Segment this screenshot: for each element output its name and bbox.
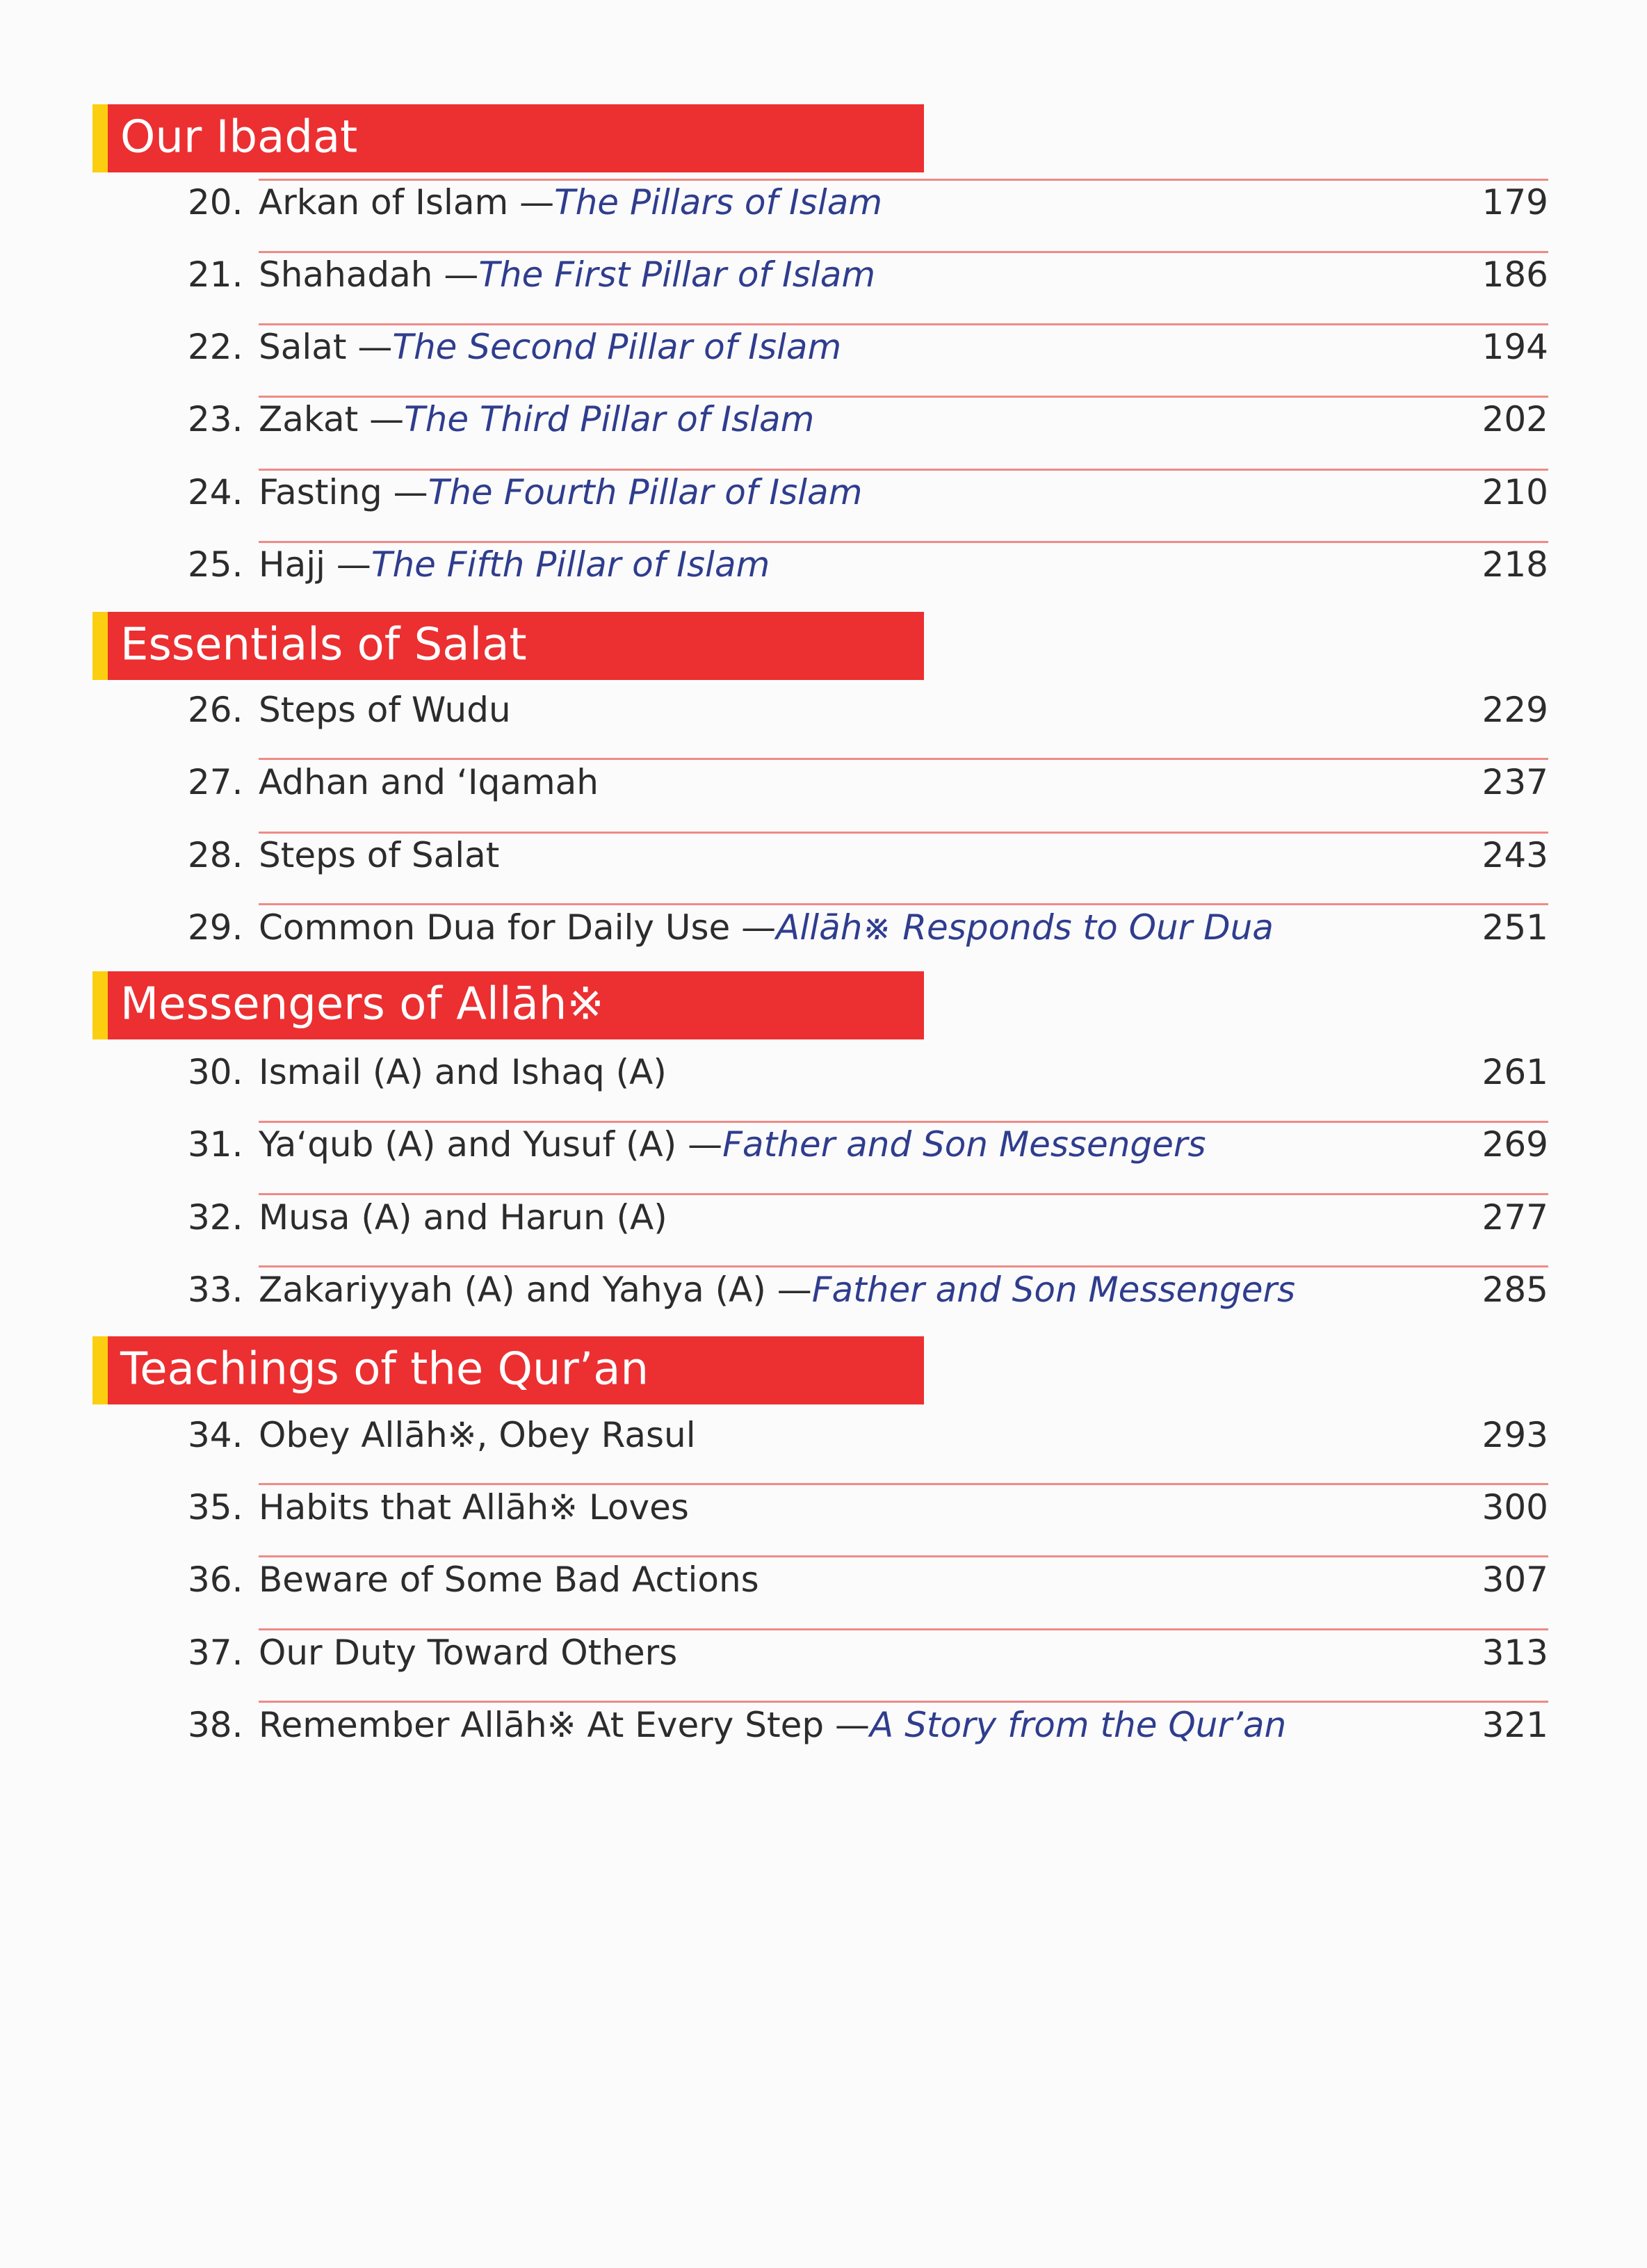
section-header-messengers-of-allah (92, 971, 924, 1039)
entry-title: Steps of Wudu (259, 690, 511, 730)
entry-number: 34. (188, 1415, 243, 1455)
section-title: Teachings of the Qur’an (120, 1343, 649, 1395)
entry-subtitle: The Fifth Pillar of Islam (371, 544, 770, 585)
section-title: Our Ibadat (120, 111, 358, 163)
entry-subtitle: Allāh※ Responds to Our Dua (776, 907, 1274, 948)
toc-entry[interactable] (0, 1701, 1647, 1749)
entry-title: Remember Allāh※ At Every Step — (259, 1705, 870, 1745)
entry-title: Hajj — (259, 544, 371, 585)
entry-rule (259, 251, 1548, 253)
entry-rule (259, 541, 1548, 543)
entry-number: 20. (188, 182, 243, 222)
entry-page-number: 202 (1482, 399, 1548, 439)
entry-number: 22. (188, 327, 243, 367)
entry-number: 30. (188, 1052, 243, 1092)
entry-number: 21. (188, 254, 243, 295)
entry-subtitle: The Fourth Pillar of Islam (428, 472, 863, 512)
entry-page-number: 277 (1482, 1197, 1548, 1238)
entry-page-number: 237 (1482, 762, 1548, 802)
entry-title: Beware of Some Bad Actions (259, 1560, 759, 1600)
entry-page-number: 210 (1482, 472, 1548, 512)
toc-entry[interactable] (0, 250, 1647, 299)
toc-entry[interactable] (0, 1411, 1647, 1459)
entry-number: 24. (188, 472, 243, 512)
entry-number: 23. (188, 399, 243, 439)
toc-entry[interactable] (0, 1120, 1647, 1169)
entry-title: Habits that Allāh※ Loves (259, 1487, 689, 1528)
entry-number: 32. (188, 1197, 243, 1238)
entry-page-number: 194 (1482, 327, 1548, 367)
entry-page-number: 321 (1482, 1705, 1548, 1745)
entry-rule (259, 396, 1548, 398)
entry-number: 29. (188, 907, 243, 948)
entry-page-number: 307 (1482, 1560, 1548, 1600)
entry-subtitle: Father and Son Messengers (811, 1270, 1296, 1310)
entry-title: Our Duty Toward Others (259, 1633, 678, 1673)
entry-subtitle: The Pillars of Islam (554, 182, 883, 222)
entry-number: 27. (188, 762, 243, 802)
entry-number: 38. (188, 1705, 243, 1745)
entry-title: Shahadah — (259, 254, 479, 295)
entry-subtitle: The Second Pillar of Islam (392, 327, 842, 367)
entry-title: Common Dua for Daily Use — (259, 907, 777, 948)
entry-number: 31. (188, 1124, 243, 1165)
entry-page-number: 229 (1482, 690, 1548, 730)
entry-number: 35. (188, 1487, 243, 1528)
toc-entry[interactable] (0, 1628, 1647, 1677)
entry-title: Fasting — (259, 472, 428, 512)
entry-title: Ya‘qub (A) and Yusuf (A) — (259, 1124, 723, 1165)
entry-page-number: 179 (1482, 182, 1548, 222)
entry-subtitle: Father and Son Messengers (722, 1124, 1206, 1165)
entry-page-number: 261 (1482, 1052, 1548, 1092)
entry-title: Zakat — (259, 399, 405, 439)
entry-page-number: 300 (1482, 1487, 1548, 1528)
toc-entry[interactable] (0, 1483, 1647, 1532)
entry-number: 37. (188, 1633, 243, 1673)
section-title: Essentials of Salat (120, 619, 527, 671)
toc-entry[interactable] (0, 903, 1647, 952)
toc-entry[interactable] (0, 178, 1647, 227)
entry-subtitle: The Third Pillar of Islam (404, 399, 815, 439)
entry-page-number: 285 (1482, 1270, 1548, 1310)
entry-title: Steps of Salat (259, 835, 500, 875)
entry-page-number: 293 (1482, 1415, 1548, 1455)
entry-rule (259, 323, 1548, 325)
toc-entry[interactable] (0, 468, 1647, 517)
entry-title: Zakariyyah (A) and Yahya (A) — (259, 1270, 812, 1310)
entry-subtitle: A Story from the Qur’an (870, 1705, 1287, 1745)
entry-page-number: 243 (1482, 835, 1548, 875)
entry-rule (259, 179, 1548, 181)
section-header-our-ibadat (92, 104, 924, 172)
entry-page-number: 313 (1482, 1633, 1548, 1673)
entry-subtitle: The First Pillar of Islam (478, 254, 876, 295)
entry-rule (259, 469, 1548, 471)
section-title: Messengers of Allāh※ (120, 978, 604, 1030)
entry-number: 36. (188, 1560, 243, 1600)
entry-page-number: 186 (1482, 254, 1548, 295)
toc-entry[interactable] (0, 831, 1647, 880)
toc-entry[interactable] (0, 1193, 1647, 1242)
entry-title: Salat — (259, 327, 393, 367)
entry-title: Musa (A) and Harun (A) (259, 1197, 667, 1238)
entry-title: Obey Allāh※, Obey Rasul (259, 1415, 696, 1455)
entry-title: Adhan and ‘Iqamah (259, 762, 599, 802)
entry-page-number: 218 (1482, 544, 1548, 585)
entry-page-number: 251 (1482, 907, 1548, 948)
entry-page-number: 269 (1482, 1124, 1548, 1165)
toc-entry[interactable] (0, 686, 1647, 734)
entry-number: 28. (188, 835, 243, 875)
entry-title: Arkan of Islam — (259, 182, 555, 222)
toc-entry[interactable] (0, 758, 1647, 807)
entry-number: 33. (188, 1270, 243, 1310)
toc-entry[interactable] (0, 323, 1647, 371)
section-header-teachings-of-the-quran (92, 1336, 924, 1404)
entry-number: 26. (188, 690, 243, 730)
toc-entry[interactable] (0, 540, 1647, 589)
entry-number: 25. (188, 544, 243, 585)
toc-entry[interactable] (0, 1265, 1647, 1314)
toc-entry[interactable] (0, 1555, 1647, 1604)
entry-title: Ismail (A) and Ishaq (A) (259, 1052, 667, 1092)
section-header-essentials-of-salat (92, 612, 924, 680)
toc-entry[interactable] (0, 1048, 1647, 1096)
toc-entry[interactable] (0, 395, 1647, 444)
